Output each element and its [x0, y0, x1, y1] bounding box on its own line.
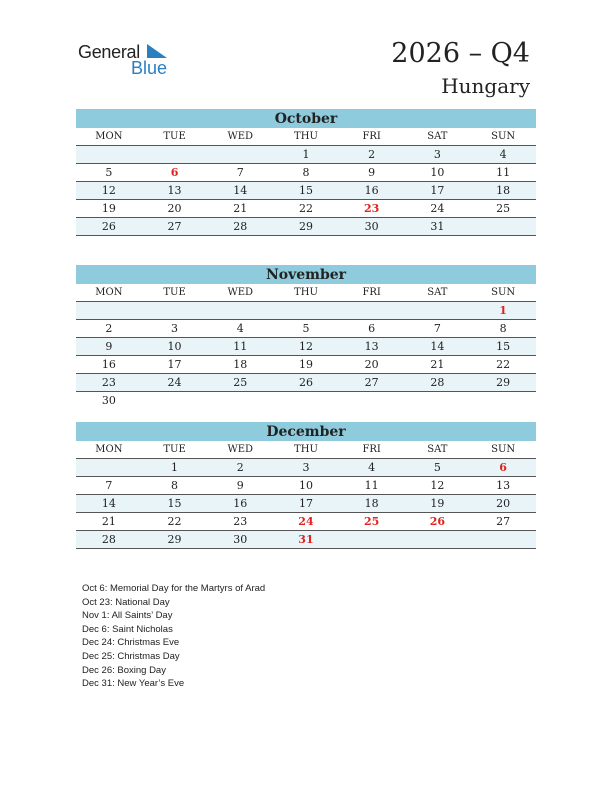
- logo-general-text: General: [78, 42, 140, 62]
- day-cell: 7: [207, 164, 273, 182]
- day-cell: 29: [470, 374, 536, 392]
- weekday-label: WED: [207, 128, 273, 146]
- day-cell: 22: [142, 513, 208, 531]
- generalblue-logo: [78, 42, 178, 82]
- holiday-note: Oct 23: National Day: [82, 596, 170, 608]
- day-cell: 7: [76, 477, 142, 495]
- day-cell: [142, 392, 208, 410]
- day-cell: 13: [470, 477, 536, 495]
- month-header: November: [76, 265, 536, 284]
- day-cell: [76, 459, 142, 477]
- holiday-notes: [82, 582, 265, 691]
- day-cell: 15: [470, 338, 536, 356]
- day-cell: [405, 302, 471, 320]
- day-cell: 17: [273, 495, 339, 513]
- day-cell: [470, 531, 536, 549]
- day-cell: 28: [207, 218, 273, 236]
- day-cell: 21: [405, 356, 471, 374]
- week-row: [76, 164, 536, 182]
- weekday-label: SUN: [470, 284, 536, 302]
- weekday-header-row: [76, 284, 536, 302]
- weekday-label: THU: [273, 441, 339, 459]
- week-row: [76, 356, 536, 374]
- day-cell: 23: [76, 374, 142, 392]
- weekday-label: SAT: [405, 441, 471, 459]
- day-cell: 8: [142, 477, 208, 495]
- day-cell: [76, 302, 142, 320]
- day-cell: 16: [339, 182, 405, 200]
- week-row: [76, 200, 536, 218]
- day-cell: 22: [273, 200, 339, 218]
- day-cell: [339, 392, 405, 410]
- week-row: [76, 146, 536, 164]
- day-cell: 4: [339, 459, 405, 477]
- day-cell: 2: [76, 320, 142, 338]
- day-cell: 25: [339, 513, 405, 531]
- weekday-label: MON: [76, 284, 142, 302]
- month-header: October: [76, 109, 536, 128]
- page-title: 2026 – Q4: [391, 38, 530, 69]
- day-cell: 26: [405, 513, 471, 531]
- month-october: [76, 109, 536, 236]
- holiday-note: Dec 6: Saint Nicholas: [82, 623, 173, 635]
- day-cell: 29: [273, 218, 339, 236]
- day-cell: 27: [470, 513, 536, 531]
- day-cell: 12: [76, 182, 142, 200]
- day-cell: 2: [207, 459, 273, 477]
- day-cell: [142, 302, 208, 320]
- day-cell: 28: [76, 531, 142, 549]
- day-cell: [273, 392, 339, 410]
- day-cell: 14: [207, 182, 273, 200]
- day-cell: 31: [273, 531, 339, 549]
- logo-blue-text: Blue: [131, 58, 168, 78]
- day-cell: 13: [142, 182, 208, 200]
- day-cell: 31: [405, 218, 471, 236]
- day-cell: [405, 392, 471, 410]
- day-cell: 18: [207, 356, 273, 374]
- holiday-note: Dec 24: Christmas Eve: [82, 637, 180, 649]
- month-grid: [76, 284, 536, 409]
- weekday-header-row: [76, 441, 536, 459]
- week-row: [76, 495, 536, 513]
- day-cell: 23: [339, 200, 405, 218]
- weekday-label: MON: [76, 128, 142, 146]
- day-cell: 3: [273, 459, 339, 477]
- day-cell: 29: [142, 531, 208, 549]
- day-cell: 11: [207, 338, 273, 356]
- week-row: [76, 338, 536, 356]
- day-cell: 8: [273, 164, 339, 182]
- weekday-label: FRI: [339, 284, 405, 302]
- month-grid: [76, 128, 536, 236]
- month-november: [76, 265, 536, 409]
- day-cell: [339, 531, 405, 549]
- day-cell: [273, 302, 339, 320]
- week-row: [76, 392, 536, 410]
- weekday-label: THU: [273, 128, 339, 146]
- weekday-label: SAT: [405, 128, 471, 146]
- holiday-note: Oct 6: Memorial Day for the Martyrs of Arad: [82, 583, 266, 594]
- month-december: [76, 422, 536, 549]
- week-row: [76, 477, 536, 495]
- day-cell: 15: [142, 495, 208, 513]
- day-cell: 10: [273, 477, 339, 495]
- day-cell: 20: [470, 495, 536, 513]
- day-cell: [142, 146, 208, 164]
- holiday-note: Dec 25: Christmas Day: [82, 650, 180, 662]
- day-cell: 1: [273, 146, 339, 164]
- weekday-label: TUE: [142, 284, 208, 302]
- week-row: [76, 513, 536, 531]
- day-cell: 26: [273, 374, 339, 392]
- weekday-label: SUN: [470, 128, 536, 146]
- day-cell: 15: [273, 182, 339, 200]
- week-row: [76, 459, 536, 477]
- day-cell: 21: [76, 513, 142, 531]
- day-cell: 6: [142, 164, 208, 182]
- weekday-label: WED: [207, 441, 273, 459]
- day-cell: [470, 218, 536, 236]
- day-cell: 9: [207, 477, 273, 495]
- day-cell: 11: [339, 477, 405, 495]
- day-cell: 8: [470, 320, 536, 338]
- day-cell: 20: [339, 356, 405, 374]
- week-row: [76, 374, 536, 392]
- day-cell: 9: [339, 164, 405, 182]
- weekday-label: FRI: [339, 441, 405, 459]
- day-cell: 17: [142, 356, 208, 374]
- month-grid: [76, 441, 536, 549]
- day-cell: [207, 146, 273, 164]
- day-cell: [207, 302, 273, 320]
- week-row: [76, 320, 536, 338]
- day-cell: 24: [405, 200, 471, 218]
- day-cell: 27: [142, 218, 208, 236]
- day-cell: [76, 146, 142, 164]
- day-cell: [470, 392, 536, 410]
- weekday-label: MON: [76, 441, 142, 459]
- day-cell: 14: [76, 495, 142, 513]
- weekday-label: WED: [207, 284, 273, 302]
- day-cell: 5: [273, 320, 339, 338]
- weekday-label: TUE: [142, 128, 208, 146]
- day-cell: 27: [339, 374, 405, 392]
- weekday-label: THU: [273, 284, 339, 302]
- month-header: December: [76, 422, 536, 441]
- weekday-label: SAT: [405, 284, 471, 302]
- day-cell: 19: [273, 356, 339, 374]
- week-row: [76, 218, 536, 236]
- holiday-note: Dec 31: New Year’s Eve: [82, 678, 185, 690]
- day-cell: 26: [76, 218, 142, 236]
- day-cell: 28: [405, 374, 471, 392]
- day-cell: 22: [470, 356, 536, 374]
- day-cell: 12: [273, 338, 339, 356]
- day-cell: 20: [142, 200, 208, 218]
- day-cell: 24: [142, 374, 208, 392]
- country-name: Hungary: [441, 74, 530, 98]
- day-cell: 7: [405, 320, 471, 338]
- day-cell: 3: [405, 146, 471, 164]
- weekday-label: TUE: [142, 441, 208, 459]
- day-cell: 18: [470, 182, 536, 200]
- day-cell: 6: [339, 320, 405, 338]
- weekday-label: FRI: [339, 128, 405, 146]
- week-row: [76, 302, 536, 320]
- day-cell: 25: [207, 374, 273, 392]
- day-cell: [339, 302, 405, 320]
- day-cell: 9: [76, 338, 142, 356]
- day-cell: 10: [405, 164, 471, 182]
- weekday-label: SUN: [470, 441, 536, 459]
- day-cell: 14: [405, 338, 471, 356]
- day-cell: 16: [76, 356, 142, 374]
- week-row: [76, 182, 536, 200]
- day-cell: 18: [339, 495, 405, 513]
- day-cell: 12: [405, 477, 471, 495]
- day-cell: 11: [470, 164, 536, 182]
- day-cell: 13: [339, 338, 405, 356]
- weekday-header-row: [76, 128, 536, 146]
- day-cell: 5: [76, 164, 142, 182]
- day-cell: 4: [207, 320, 273, 338]
- day-cell: 10: [142, 338, 208, 356]
- day-cell: 5: [405, 459, 471, 477]
- day-cell: 19: [76, 200, 142, 218]
- day-cell: 30: [101, 394, 116, 407]
- day-cell: 30: [339, 218, 405, 236]
- day-cell: 1: [470, 302, 536, 320]
- day-cell: 19: [405, 495, 471, 513]
- day-cell: 25: [470, 200, 536, 218]
- week-row: [76, 531, 536, 549]
- day-cell: [207, 392, 273, 410]
- day-cell: 17: [405, 182, 471, 200]
- day-cell: [405, 531, 471, 549]
- holiday-note: Dec 26: Boxing Day: [82, 664, 166, 676]
- day-cell: 16: [207, 495, 273, 513]
- day-cell: 6: [470, 459, 536, 477]
- day-cell: 1: [142, 459, 208, 477]
- day-cell: 3: [142, 320, 208, 338]
- day-cell: 4: [470, 146, 536, 164]
- day-cell: 2: [339, 146, 405, 164]
- day-cell: 30: [207, 531, 273, 549]
- holiday-note: Nov 1: All Saints’ Day: [82, 610, 173, 622]
- day-cell: 23: [207, 513, 273, 531]
- day-cell: 21: [207, 200, 273, 218]
- day-cell: 24: [273, 513, 339, 531]
